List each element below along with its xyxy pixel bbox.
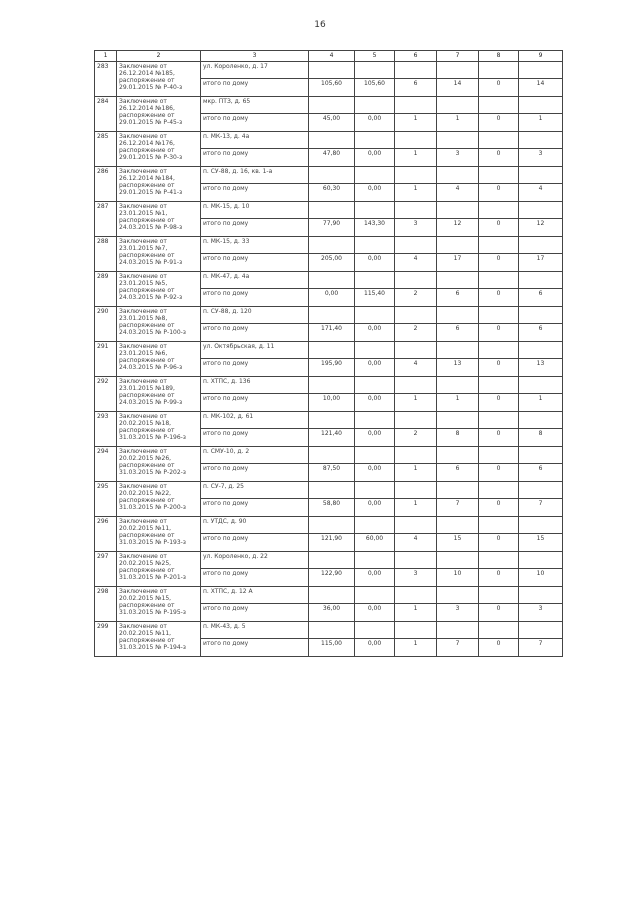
- house-address: п. МК-43, д. 5: [201, 622, 309, 639]
- house-total-label: итого по дому: [201, 569, 309, 587]
- value-col-4: 195,90: [309, 359, 355, 377]
- value-col-7: 13: [437, 359, 479, 377]
- value-col-7: 12: [437, 219, 479, 237]
- house-address: п. УТДС, д. 90: [201, 517, 309, 534]
- value-col-7: 10: [437, 569, 479, 587]
- house-address: п. ХТПС, д. 12 А: [201, 587, 309, 604]
- house-address: ул. Октябрьская, д. 11: [201, 342, 309, 359]
- value-col-9: 3: [519, 604, 563, 622]
- value-col-9: 17: [519, 254, 563, 272]
- decision-document: Заключение от 23.01.2015 №6, распоряжение от 24.03.2015 № Р-96-з: [117, 342, 201, 377]
- value-col-8: 0: [479, 499, 519, 517]
- value-col-9: 14: [519, 79, 563, 97]
- value-col-8: 0: [479, 79, 519, 97]
- decision-document: Заключение от 20.02.2015 №22, распоряжение от 31.03.2015 № Р-200-з: [117, 482, 201, 517]
- row-number: 290: [95, 307, 117, 342]
- decision-document: Заключение от 26.12.2014 №184, распоряжение от 29.01.2015 № Р-41-з: [117, 167, 201, 202]
- value-col-4: 47,80: [309, 149, 355, 167]
- house-total-label: итого по дому: [201, 394, 309, 412]
- value-col-8: 0: [479, 149, 519, 167]
- house-total-label: итого по дому: [201, 254, 309, 272]
- value-col-7: 1: [437, 114, 479, 132]
- row-number: 283: [95, 62, 117, 97]
- row-number: 294: [95, 447, 117, 482]
- house-total-label: итого по дому: [201, 79, 309, 97]
- row-number: 292: [95, 377, 117, 412]
- value-col-5: 0,00: [355, 639, 395, 657]
- row-number: 297: [95, 552, 117, 587]
- decision-document: Заключение от 23.01.2015 №7, распоряжение от 24.03.2015 № Р-91-з: [117, 237, 201, 272]
- value-col-5: 0,00: [355, 394, 395, 412]
- value-col-5: 0,00: [355, 499, 395, 517]
- value-col-9: 8: [519, 429, 563, 447]
- value-col-6: 2: [395, 429, 437, 447]
- house-total-label: итого по дому: [201, 114, 309, 132]
- value-col-6: 2: [395, 324, 437, 342]
- value-col-7: 15: [437, 534, 479, 552]
- house-address: п. МК-47, д. 4а: [201, 272, 309, 289]
- value-col-4: 171,40: [309, 324, 355, 342]
- table-row: [95, 202, 563, 219]
- value-col-8: 0: [479, 639, 519, 657]
- value-col-8: 0: [479, 219, 519, 237]
- decision-document: Заключение от 23.01.2015 №5, распоряжение от 24.03.2015 № Р-92-з: [117, 272, 201, 307]
- col-header-7: 7: [437, 51, 479, 62]
- value-col-8: 0: [479, 464, 519, 482]
- value-col-8: 0: [479, 534, 519, 552]
- value-col-9: 6: [519, 464, 563, 482]
- value-col-6: 2: [395, 289, 437, 307]
- house-address: мкр. ПТЗ, д. 65: [201, 97, 309, 114]
- value-col-6: 1: [395, 184, 437, 202]
- value-col-7: 3: [437, 149, 479, 167]
- value-col-7: 3: [437, 604, 479, 622]
- decision-document: Заключение от 20.02.2015 №25, распоряжение от 31.03.2015 № Р-201-з: [117, 552, 201, 587]
- value-col-5: 0,00: [355, 464, 395, 482]
- table-row: [95, 447, 563, 464]
- value-col-4: 121,90: [309, 534, 355, 552]
- value-col-8: 0: [479, 359, 519, 377]
- value-col-6: 4: [395, 359, 437, 377]
- table-row: [95, 307, 563, 324]
- decision-document: Заключение от 20.02.2015 №11, распоряжение от 31.03.2015 № Р-193-з: [117, 517, 201, 552]
- value-col-5: 0,00: [355, 604, 395, 622]
- decision-document: Заключение от 20.02.2015 №11, распоряжение от 31.03.2015 № Р-194-з: [117, 622, 201, 657]
- table-row: [95, 167, 563, 184]
- decision-document: Заключение от 26.12.2014 №186, распоряжение от 29.01.2015 № Р-45-з: [117, 97, 201, 132]
- col-header-6: 6: [395, 51, 437, 62]
- row-number: 291: [95, 342, 117, 377]
- value-col-6: 1: [395, 149, 437, 167]
- col-header-2: 2: [117, 51, 201, 62]
- row-number: 295: [95, 482, 117, 517]
- col-header-1: 1: [95, 51, 117, 62]
- house-address: п. МК-15, д. 10: [201, 202, 309, 219]
- value-col-4: 122,90: [309, 569, 355, 587]
- house-total-label: итого по дому: [201, 184, 309, 202]
- table-row: [95, 62, 563, 79]
- col-header-5: 5: [355, 51, 395, 62]
- value-col-6: 1: [395, 604, 437, 622]
- row-number: 285: [95, 132, 117, 167]
- value-col-4: 36,00: [309, 604, 355, 622]
- value-col-4: 121,40: [309, 429, 355, 447]
- value-col-6: 4: [395, 534, 437, 552]
- value-col-6: 6: [395, 79, 437, 97]
- row-number: 298: [95, 587, 117, 622]
- value-col-8: 0: [479, 429, 519, 447]
- value-col-5: 0,00: [355, 359, 395, 377]
- value-col-9: 3: [519, 149, 563, 167]
- value-col-7: 6: [437, 324, 479, 342]
- house-total-label: итого по дому: [201, 464, 309, 482]
- column-number-row: [95, 51, 563, 62]
- house-address: п. ХТПС, д. 136: [201, 377, 309, 394]
- value-col-4: 0,00: [309, 289, 355, 307]
- house-address: п. МК-13, д. 4а: [201, 132, 309, 149]
- value-col-6: 4: [395, 254, 437, 272]
- value-col-7: 7: [437, 499, 479, 517]
- value-col-6: 1: [395, 464, 437, 482]
- row-number: 289: [95, 272, 117, 307]
- decision-document: Заключение от 26.12.2014 №176, распоряжение от 29.01.2015 № Р-30-з: [117, 132, 201, 167]
- value-col-8: 0: [479, 254, 519, 272]
- value-col-4: 58,80: [309, 499, 355, 517]
- value-col-8: 0: [479, 114, 519, 132]
- row-number: 286: [95, 167, 117, 202]
- house-address: п. МК-15, д. 33: [201, 237, 309, 254]
- decision-document: Заключение от 23.01.2015 №1, распоряжение от 24.03.2015 № Р-98-з: [117, 202, 201, 237]
- value-col-8: 0: [479, 184, 519, 202]
- value-col-9: 6: [519, 324, 563, 342]
- value-col-9: 10: [519, 569, 563, 587]
- row-number: 288: [95, 237, 117, 272]
- value-col-8: 0: [479, 289, 519, 307]
- house-address: п. СУ-7, д. 25: [201, 482, 309, 499]
- value-col-7: 7: [437, 639, 479, 657]
- table-row: [95, 377, 563, 394]
- row-number: 299: [95, 622, 117, 657]
- value-col-5: 0,00: [355, 429, 395, 447]
- value-col-5: 115,40: [355, 289, 395, 307]
- house-total-label: итого по дому: [201, 639, 309, 657]
- table-row: [95, 132, 563, 149]
- house-total-label: итого по дому: [201, 604, 309, 622]
- house-total-label: итого по дому: [201, 499, 309, 517]
- table-row: [95, 237, 563, 254]
- value-col-6: 1: [395, 639, 437, 657]
- decision-document: Заключение от 23.01.2015 №8, распоряжение от 24.03.2015 № Р-100-з: [117, 307, 201, 342]
- value-col-7: 17: [437, 254, 479, 272]
- table-row: [95, 412, 563, 429]
- col-header-4: 4: [309, 51, 355, 62]
- house-total-label: итого по дому: [201, 219, 309, 237]
- col-header-3: 3: [201, 51, 309, 62]
- value-col-8: 0: [479, 604, 519, 622]
- value-col-5: 0,00: [355, 324, 395, 342]
- value-col-5: 105,60: [355, 79, 395, 97]
- value-col-6: 1: [395, 499, 437, 517]
- row-number: 293: [95, 412, 117, 447]
- value-col-7: 1: [437, 394, 479, 412]
- row-number: 287: [95, 202, 117, 237]
- house-address: п. МК-102, д. 61: [201, 412, 309, 429]
- value-col-9: 15: [519, 534, 563, 552]
- value-col-7: 6: [437, 464, 479, 482]
- house-total-label: итого по дому: [201, 534, 309, 552]
- value-col-4: 60,30: [309, 184, 355, 202]
- value-col-4: 205,00: [309, 254, 355, 272]
- value-col-9: 13: [519, 359, 563, 377]
- row-number: 284: [95, 97, 117, 132]
- value-col-4: 87,50: [309, 464, 355, 482]
- table-row: [95, 482, 563, 499]
- table-row: [95, 342, 563, 359]
- value-col-6: 3: [395, 569, 437, 587]
- value-col-6: 1: [395, 114, 437, 132]
- table-row: [95, 622, 563, 639]
- value-col-9: 4: [519, 184, 563, 202]
- decision-document: Заключение от 26.12.2014 №185, распоряжение от 29.01.2015 № Р-40-з: [117, 62, 201, 97]
- value-col-5: 0,00: [355, 569, 395, 587]
- value-col-4: 115,00: [309, 639, 355, 657]
- house-address: ул. Короленко, д. 17: [201, 62, 309, 79]
- value-col-7: 14: [437, 79, 479, 97]
- value-col-7: 6: [437, 289, 479, 307]
- value-col-5: 0,00: [355, 114, 395, 132]
- value-col-5: 0,00: [355, 254, 395, 272]
- value-col-4: 10,00: [309, 394, 355, 412]
- house-total-label: итого по дому: [201, 149, 309, 167]
- house-total-label: итого по дому: [201, 359, 309, 377]
- house-address: п. СУ-88, д. 16, кв. 1-а: [201, 167, 309, 184]
- table-row: [95, 552, 563, 569]
- col-header-9: 9: [519, 51, 563, 62]
- value-col-4: 45,00: [309, 114, 355, 132]
- row-number: 296: [95, 517, 117, 552]
- value-col-7: 4: [437, 184, 479, 202]
- value-col-9: 12: [519, 219, 563, 237]
- decision-document: Заключение от 20.02.2015 №26, распоряжение от 31.03.2015 № Р-202-з: [117, 447, 201, 482]
- value-col-9: 6: [519, 289, 563, 307]
- value-col-6: 3: [395, 219, 437, 237]
- value-col-4: 77,90: [309, 219, 355, 237]
- table-row: [95, 517, 563, 534]
- housing-registry-table: [94, 50, 563, 657]
- decision-document: Заключение от 20.02.2015 №15, распоряжение от 31.03.2015 № Р-195-з: [117, 587, 201, 622]
- decision-document: Заключение от 20.02.2015 №18, распоряжение от 31.03.2015 № Р-196-з: [117, 412, 201, 447]
- page-number: 16: [314, 20, 326, 30]
- table-row: [95, 587, 563, 604]
- value-col-9: 1: [519, 394, 563, 412]
- value-col-9: 7: [519, 499, 563, 517]
- value-col-4: 105,60: [309, 79, 355, 97]
- house-total-label: итого по дому: [201, 289, 309, 307]
- table-row: [95, 272, 563, 289]
- house-address: п. СМУ-10, д. 2: [201, 447, 309, 464]
- value-col-5: 143,30: [355, 219, 395, 237]
- value-col-5: 60,00: [355, 534, 395, 552]
- value-col-5: 0,00: [355, 149, 395, 167]
- table-row: [95, 97, 563, 114]
- value-col-9: 7: [519, 639, 563, 657]
- decision-document: Заключение от 23.01.2015 №189, распоряжение от 24.03.2015 № Р-99-з: [117, 377, 201, 412]
- value-col-7: 8: [437, 429, 479, 447]
- house-address: ул. Короленко, д. 22: [201, 552, 309, 569]
- value-col-8: 0: [479, 324, 519, 342]
- house-total-label: итого по дому: [201, 324, 309, 342]
- value-col-8: 0: [479, 394, 519, 412]
- col-header-8: 8: [479, 51, 519, 62]
- value-col-5: 0,00: [355, 184, 395, 202]
- value-col-8: 0: [479, 569, 519, 587]
- value-col-9: 1: [519, 114, 563, 132]
- house-total-label: итого по дому: [201, 429, 309, 447]
- house-address: п. СУ-88, д. 120: [201, 307, 309, 324]
- value-col-6: 1: [395, 394, 437, 412]
